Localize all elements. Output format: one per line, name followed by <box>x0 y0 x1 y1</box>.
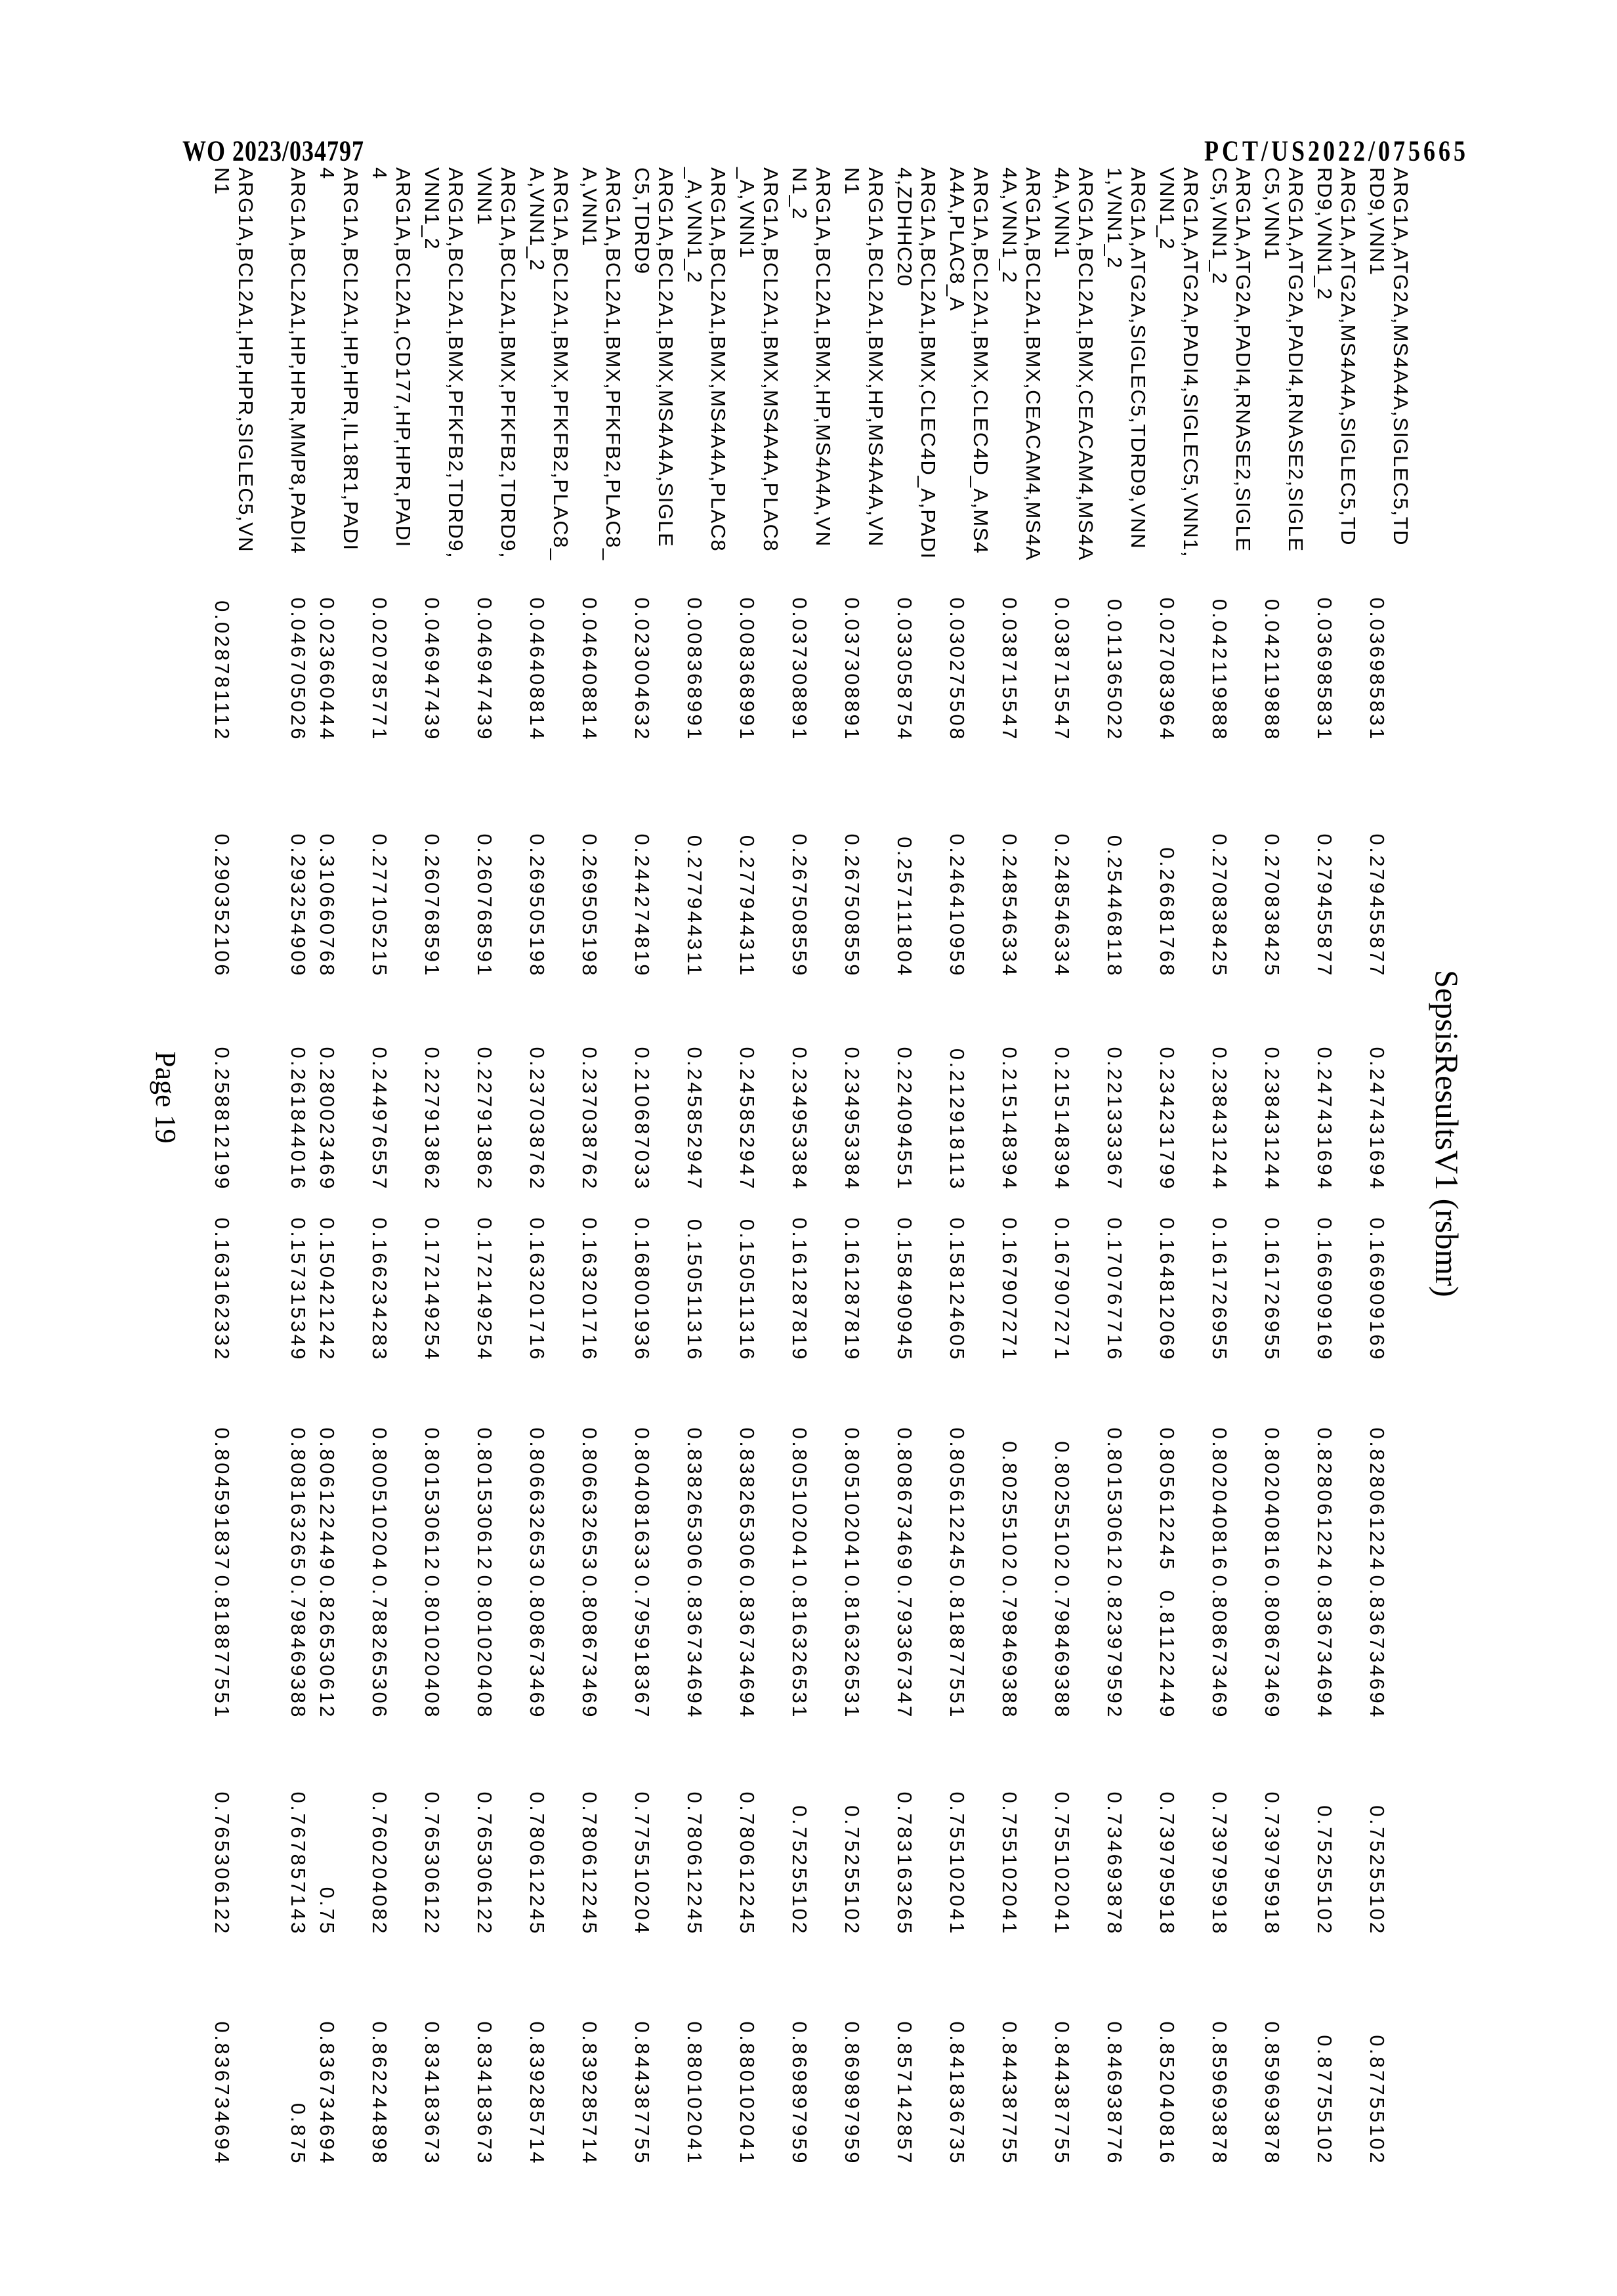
result-value: 0.258812199 <box>211 1047 234 1191</box>
gene-set-label-line: N1 <box>211 167 234 196</box>
result-value: 0.739795918 <box>1208 1791 1231 1936</box>
gene-set-label-line: N1_2 <box>788 167 811 220</box>
result-value: 0.163201716 <box>578 1217 601 1362</box>
result-value: 0.788265306 <box>368 1575 391 1719</box>
publication-number: WO 2023/034797 <box>182 135 365 167</box>
result-value: 0.805612245 <box>946 1427 969 1572</box>
result-value: 0.816326531 <box>841 1575 864 1719</box>
result-value: 0.161287819 <box>841 1217 864 1362</box>
result-value: 0.042119888 <box>1208 598 1231 741</box>
result-value: 0.862244898 <box>368 2021 391 2165</box>
result-value: 0.033058754 <box>893 597 916 741</box>
result-value: 0.739795918 <box>1156 1791 1179 1936</box>
gene-set-label-line: VNN1_2 <box>421 167 444 251</box>
result-value: 0.248546334 <box>998 833 1021 978</box>
gene-set-label-line: ARG1A,ATG2A,MS4A4A,SIGLEC5,TD <box>1337 167 1360 546</box>
table-row <box>1255 0 1307 2296</box>
result-value: 0.795918367 <box>631 1575 654 1719</box>
result-value: 0.26681768 <box>1156 847 1179 978</box>
result-value: 0.279455877 <box>1313 833 1336 978</box>
result-value: 0.808673469 <box>578 1575 601 1719</box>
result-value: 0.167907271 <box>998 1217 1021 1362</box>
page-number: Page 19 <box>150 1051 182 1144</box>
result-value: 0.805612245 <box>1156 1427 1179 1572</box>
result-value: 0.875 <box>287 2102 310 2165</box>
result-value: 0.765306122 <box>473 1791 496 1936</box>
gene-set-label-line: RD9,VNN1_2 <box>1313 167 1336 301</box>
result-value: 0.801020408 <box>421 1575 444 1719</box>
result-value: 0.245852947 <box>736 1047 759 1191</box>
result-value: 0.030275508 <box>946 597 969 741</box>
gene-set-label-line: ARG1A,BCL2A1,BMX,CEACAM4,MS4A <box>1074 167 1097 561</box>
table-row <box>1097 0 1150 2296</box>
result-value: 0.801530612 <box>473 1427 496 1572</box>
result-value: 0.164812069 <box>1156 1217 1179 1362</box>
result-value: 0.869897959 <box>788 2021 811 2165</box>
result-value: 0.780612245 <box>683 1791 706 1936</box>
result-value: 0.028781112 <box>211 600 234 741</box>
result-value: 0.036985831 <box>1366 597 1389 741</box>
result-value: 0.269505198 <box>578 833 601 978</box>
result-value: 0.215148394 <box>998 1047 1021 1191</box>
gene-set-label-line: ARG1A,ATG2A,PADI4,SIGLEC5,VNN1, <box>1179 167 1202 558</box>
result-value: 0.161287819 <box>788 1217 811 1362</box>
gene-set-label-line: A4A,PLAC8_A <box>946 167 969 312</box>
result-value: 0.270838425 <box>1208 833 1231 978</box>
result-value: 0.037308891 <box>841 597 864 741</box>
gene-set-label-line: ARG1A,BCL2A1,BMX,HP,MS4A4A,VN <box>864 167 887 547</box>
result-value: 0.793367347 <box>893 1575 916 1719</box>
result-value: 0.046408814 <box>578 597 601 741</box>
result-value: 0.036985831 <box>1313 597 1336 741</box>
result-value: 0.277944311 <box>736 835 759 978</box>
table-row <box>782 0 835 2296</box>
result-value: 0.798469388 <box>1051 1575 1074 1719</box>
result-value: 0.163162332 <box>211 1217 234 1362</box>
result-value: 0.158124605 <box>946 1217 969 1362</box>
result-value: 0.816326531 <box>788 1575 811 1719</box>
result-value: 0.163201716 <box>526 1217 549 1362</box>
result-value: 0.046947439 <box>421 597 444 741</box>
result-value: 0.168001936 <box>631 1217 654 1362</box>
table-row <box>1360 0 1412 2296</box>
result-value: 0.869897959 <box>841 2021 864 2165</box>
result-value: 0.859693878 <box>1261 2021 1284 2165</box>
result-value: 0.238431244 <box>1208 1047 1231 1191</box>
result-value: 0.75255102 <box>1366 1805 1389 1936</box>
result-value: 0.023660444 <box>316 597 339 741</box>
result-value: 0.798469388 <box>998 1575 1021 1719</box>
result-value: 0.801530612 <box>421 1427 444 1572</box>
result-value: 0.038715547 <box>1051 597 1074 741</box>
result-value: 0.844387755 <box>631 2021 654 2165</box>
gene-set-label-line: 4A,VNN1 <box>1051 167 1074 259</box>
result-value: 0.75255102 <box>788 1805 811 1936</box>
result-value: 0.027083964 <box>1156 597 1179 741</box>
result-value: 0.836734694 <box>316 2021 339 2165</box>
gene-set-label-line: ARG1A,BCL2A1,BMX,PFKFB2,TDRD9, <box>444 167 467 559</box>
gene-set-label-line: ARG1A,BCL2A1,BMX,CLEC4D_A,MS4 <box>969 167 992 554</box>
result-value: 0.805102041 <box>788 1427 811 1572</box>
result-value: 0.838265306 <box>683 1427 706 1572</box>
gene-set-label-line: ARG1A,ATG2A,MS4A4A,SIGLEC5,TD <box>1389 167 1412 546</box>
gene-set-label-line: N1 <box>841 167 864 196</box>
gene-set-label-line: C5,TDRD9 <box>631 167 654 275</box>
result-value: 0.234953384 <box>841 1047 864 1191</box>
result-value: 0.836734694 <box>1366 1575 1389 1719</box>
table-row <box>835 0 887 2296</box>
result-value: 0.008368991 <box>736 597 759 741</box>
gene-set-label-line: ARG1A,BCL2A1,BMX,HP,MS4A4A,VN <box>812 167 835 547</box>
result-value: 0.75255102 <box>841 1805 864 1936</box>
result-value: 0.826530612 <box>316 1575 339 1719</box>
result-value: 0.818877551 <box>211 1575 234 1719</box>
gene-set-label-line: _A,VNN1 <box>736 167 759 259</box>
result-value: 0.215148394 <box>1051 1047 1074 1191</box>
result-value: 0.166234283 <box>368 1217 391 1362</box>
result-value: 0.808673469 <box>1208 1575 1231 1719</box>
result-value: 0.801020408 <box>473 1575 496 1719</box>
result-value: 0.246410959 <box>946 833 969 978</box>
result-value: 0.150421242 <box>316 1217 339 1362</box>
result-value: 0.836734694 <box>683 1575 706 1719</box>
gene-set-label-line: ARG1A,BCL2A1,BMX,MS4A4A,PLAC8 <box>707 167 730 553</box>
result-value: 0.806632653 <box>526 1427 549 1572</box>
gene-set-label-line: ARG1A,BCL2A1,HP,HPR,IL18R1,PADI <box>339 167 362 551</box>
result-value: 0.046408814 <box>526 597 549 741</box>
gene-set-label-line: ARG1A,BCL2A1,CD177,HP,HPR,PADI <box>392 167 415 548</box>
result-value: 0.75 <box>316 1887 339 1936</box>
result-value: 0.269505198 <box>526 833 549 978</box>
gene-set-label-line: ARG1A,ATG2A,PADI4,RNASE2,SIGLE <box>1284 167 1307 553</box>
result-value: 0.755102041 <box>998 1791 1021 1936</box>
result-value: 0.802040816 <box>1261 1427 1284 1572</box>
result-value: 0.247431694 <box>1313 1047 1336 1191</box>
result-value: 0.170767716 <box>1103 1217 1126 1362</box>
result-value: 0.166909169 <box>1313 1217 1336 1362</box>
result-value: 0.80255102 <box>998 1441 1021 1572</box>
gene-set-label-line: 4A,VNN1_2 <box>998 167 1021 284</box>
result-value: 0.844387755 <box>998 2021 1021 2165</box>
result-value: 0.245852947 <box>683 1047 706 1191</box>
result-value: 0.805102041 <box>841 1427 864 1572</box>
gene-set-label-line: C5,VNN1_2 <box>1208 167 1231 285</box>
result-value: 0.157315349 <box>287 1217 310 1362</box>
result-value: 0.765306122 <box>211 1791 234 1936</box>
gene-set-label-line: ARG1A,BCL2A1,BMX,CLEC4D_A,PADI <box>917 167 940 560</box>
result-value: 0.775510204 <box>631 1791 654 1936</box>
result-value: 0.260768591 <box>421 833 444 978</box>
table-row <box>520 0 572 2296</box>
result-value: 0.87755102 <box>1366 2035 1389 2165</box>
table-row <box>205 0 257 2296</box>
result-value: 0.046947439 <box>473 597 496 741</box>
result-value: 0.806632653 <box>578 1427 601 1572</box>
result-value: 0.167907271 <box>1051 1217 1074 1362</box>
table-row <box>1202 0 1255 2296</box>
result-value: 0.75255102 <box>1313 1805 1336 1936</box>
gene-set-label-line: ARG1A,ATG2A,SIGLEC5,TDRD9,VNN <box>1127 167 1150 550</box>
result-value: 0.808673469 <box>526 1575 549 1719</box>
table-row <box>415 0 467 2296</box>
result-value: 0.261844016 <box>287 1047 310 1191</box>
result-value: 0.755102041 <box>946 1791 969 1936</box>
result-value: 0.158490945 <box>893 1217 916 1362</box>
result-value: 0.808673469 <box>1261 1575 1284 1719</box>
result-value: 0.267508559 <box>788 833 811 978</box>
result-value: 0.254468118 <box>1103 835 1126 978</box>
gene-set-label-line: 4,ZDHHC20 <box>893 167 916 287</box>
table-row <box>1307 0 1360 2296</box>
gene-set-label-line: ARG1A,BCL2A1,BMX,PFKFB2,PLAC8_ <box>602 167 625 561</box>
gene-set-label-line: ARG1A,BCL2A1,BMX,PFKFB2,PLAC8_ <box>549 167 572 561</box>
result-value: 0.260768591 <box>473 833 496 978</box>
result-value: 0.221333367 <box>1103 1047 1126 1191</box>
result-value: 0.808163265 <box>287 1427 310 1572</box>
gene-set-label-line: ARG1A,ATG2A,PADI4,RNASE2,SIGLE <box>1232 167 1255 553</box>
result-value: 0.257111804 <box>893 837 916 978</box>
result-value: 0.804081633 <box>631 1427 654 1572</box>
result-value: 0.828061224 <box>1366 1427 1389 1572</box>
result-value: 0.834183673 <box>421 2021 444 2165</box>
result-value: 0.780612245 <box>526 1791 549 1936</box>
result-value: 0.804591837 <box>211 1427 234 1572</box>
gene-set-label-line: VNN1_2 <box>1156 167 1179 251</box>
result-value: 0.802040816 <box>1208 1427 1231 1572</box>
gene-set-label-line: A,VNN1 <box>578 167 601 247</box>
result-value: 0.310660768 <box>316 833 339 978</box>
table-row <box>940 0 992 2296</box>
table-row <box>625 0 677 2296</box>
result-value: 0.161726955 <box>1208 1217 1231 1362</box>
result-value: 0.734693878 <box>1103 1791 1126 1936</box>
result-value: 0.836734694 <box>211 2021 234 2165</box>
gene-set-label-line: C5,VNN1 <box>1261 167 1284 261</box>
result-value: 0.150511316 <box>683 1219 706 1362</box>
gene-set-label-line: ARG1A,BCL2A1,BMX,PFKFB2,TDRD9, <box>497 167 520 559</box>
result-value: 0.020785771 <box>368 597 391 741</box>
result-value: 0.780612245 <box>578 1791 601 1936</box>
result-value: 0.834183673 <box>473 2021 496 2165</box>
result-value: 0.808673469 <box>893 1427 916 1572</box>
table-row <box>887 0 940 2296</box>
result-value: 0.765306122 <box>421 1791 444 1936</box>
result-value: 0.823979592 <box>1103 1575 1126 1719</box>
result-value: 0.166909169 <box>1366 1217 1389 1362</box>
result-value: 0.80255102 <box>1051 1441 1074 1572</box>
result-value: 0.212918113 <box>946 1048 969 1191</box>
result-value: 0.279455877 <box>1366 833 1389 978</box>
gene-set-label-line: RD9,VNN1 <box>1366 167 1389 276</box>
result-value: 0.280023469 <box>316 1047 339 1191</box>
gene-set-label-line: VNN1 <box>473 167 496 226</box>
result-value: 0.755102041 <box>1051 1791 1074 1936</box>
table-row <box>730 0 782 2296</box>
result-value: 0.008368991 <box>683 597 706 741</box>
table-row <box>1150 0 1202 2296</box>
result-value: 0.767857143 <box>287 1791 310 1936</box>
result-value: 0.801530612 <box>1103 1427 1126 1572</box>
result-value: 0.798469388 <box>287 1575 310 1719</box>
result-value: 0.172149254 <box>421 1217 444 1362</box>
result-value: 0.227913862 <box>473 1047 496 1191</box>
result-value: 0.800510204 <box>368 1427 391 1572</box>
application-number: PCT/US2022/075665 <box>1204 135 1469 167</box>
result-value: 0.046705026 <box>287 597 310 741</box>
result-value: 0.237038762 <box>578 1047 601 1191</box>
result-value: 0.011365022 <box>1103 598 1126 741</box>
table-row <box>310 0 362 2296</box>
result-value: 0.234953384 <box>788 1047 811 1191</box>
result-value: 0.839285714 <box>526 2021 549 2165</box>
table-row <box>572 0 625 2296</box>
result-value: 0.227913862 <box>421 1047 444 1191</box>
result-value: 0.238431244 <box>1261 1047 1284 1191</box>
result-value: 0.844387755 <box>1051 2021 1074 2165</box>
gene-set-label-line: 4 <box>368 167 391 180</box>
result-value: 0.841836735 <box>946 2021 969 2165</box>
gene-set-label-line: ARG1A,BCL2A1,BMX,MS4A4A,PLAC8 <box>759 167 782 553</box>
result-value: 0.839285714 <box>578 2021 601 2165</box>
result-value: 0.760204082 <box>368 1791 391 1936</box>
result-value: 0.857142857 <box>893 2021 916 2165</box>
table-row <box>1045 0 1097 2296</box>
result-value: 0.290352106 <box>211 833 234 978</box>
table-row <box>677 0 730 2296</box>
gene-set-label-line: _A,VNN1_2 <box>683 167 706 284</box>
gene-set-label-line: 1,VNN1_2 <box>1103 167 1126 270</box>
table-row <box>257 0 310 2296</box>
result-value: 0.846938776 <box>1103 2021 1126 2165</box>
result-value: 0.248546334 <box>1051 833 1074 978</box>
result-value: 0.038715547 <box>998 597 1021 741</box>
result-value: 0.81122449 <box>1156 1590 1179 1719</box>
result-value: 0.880102041 <box>736 2021 759 2165</box>
gene-set-label-line: ARG1A,BCL2A1,HP,HPR,SIGLEC5,VN <box>234 167 257 553</box>
result-value: 0.037308891 <box>788 597 811 741</box>
result-value: 0.224094551 <box>893 1047 916 1191</box>
result-value: 0.210687033 <box>631 1047 654 1191</box>
result-value: 0.042119888 <box>1261 598 1284 741</box>
result-value: 0.277944311 <box>683 835 706 978</box>
gene-set-label-line: ARG1A,BCL2A1,HP,HPR,MMP8,PADI4 <box>287 167 310 554</box>
result-value: 0.838265306 <box>736 1427 759 1572</box>
gene-set-label-line: A,VNN1_2 <box>526 167 549 272</box>
result-value: 0.828061224 <box>1313 1427 1336 1572</box>
result-value: 0.783163265 <box>893 1791 916 1936</box>
result-value: 0.818877551 <box>946 1575 969 1719</box>
result-value: 0.244976557 <box>368 1047 391 1191</box>
result-value: 0.244274819 <box>631 833 654 978</box>
gene-set-label-line: ARG1A,BCL2A1,BMX,MS4A4A,SIGLE <box>654 167 677 548</box>
result-value: 0.277105215 <box>368 833 391 978</box>
gene-set-label-line: ARG1A,BCL2A1,BMX,CEACAM4,MS4A <box>1022 167 1045 561</box>
result-value: 0.270838425 <box>1261 833 1284 978</box>
result-value: 0.247431694 <box>1366 1047 1389 1191</box>
result-value: 0.836734694 <box>736 1575 759 1719</box>
result-value: 0.780612245 <box>736 1791 759 1936</box>
result-value: 0.852040816 <box>1156 2021 1179 2165</box>
result-value: 0.023004632 <box>631 597 654 741</box>
table-row <box>467 0 520 2296</box>
result-value: 0.880102041 <box>683 2021 706 2165</box>
result-value: 0.739795918 <box>1261 1791 1284 1936</box>
result-value: 0.161726955 <box>1261 1217 1284 1362</box>
result-value: 0.806122449 <box>316 1427 339 1572</box>
result-value: 0.234231799 <box>1156 1047 1179 1191</box>
result-value: 0.87755102 <box>1313 2035 1336 2165</box>
result-value: 0.859693878 <box>1208 2021 1231 2165</box>
table-row <box>362 0 415 2296</box>
result-value: 0.836734694 <box>1313 1575 1336 1719</box>
gene-set-label-line: 4 <box>316 167 339 180</box>
table-row <box>992 0 1045 2296</box>
result-value: 0.172149254 <box>473 1217 496 1362</box>
result-value: 0.267508559 <box>841 833 864 978</box>
result-value: 0.237038762 <box>526 1047 549 1191</box>
table-title: SepsisResultsV1 (rsbmr) <box>1429 970 1465 1297</box>
result-value: 0.293254909 <box>287 833 310 978</box>
result-value: 0.150511316 <box>736 1219 759 1362</box>
